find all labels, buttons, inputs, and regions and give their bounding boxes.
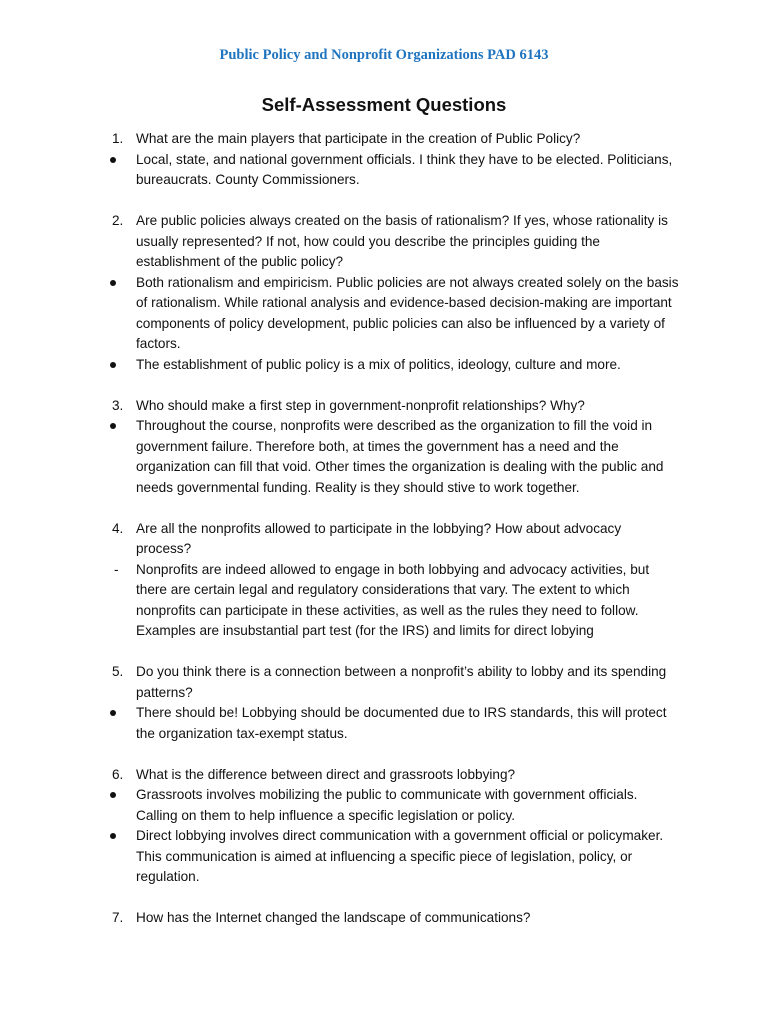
question-text: Are all the nonprofits allowed to participate in the lobbying? How about advocacy process? <box>136 520 622 556</box>
question-item <box>0 396 768 417</box>
blank-line <box>0 375 768 396</box>
bullet-icon <box>110 280 116 286</box>
answer-text: Direct lobbying involves direct communication with a government official or policymaker. This communication is aimed at influencing a specific piece of legislation, policy, or regulation. <box>136 828 664 884</box>
question-item <box>0 765 768 786</box>
blank-line <box>0 744 768 765</box>
answer-item <box>0 560 768 642</box>
course-header: Public Policy and Nonprofit Organizations PAD 6143 <box>219 47 549 63</box>
question-number: 1. <box>112 131 124 146</box>
question-item <box>0 129 768 150</box>
answer-text: Both rationalism and empiricism. Public policies are not always created solely on the basis of rationalism. While rational analysis and evidence-based decision-making are important components of policy development, public policies can also be influenced by a variety of factors. <box>136 274 679 351</box>
question-number: 3. <box>112 397 124 413</box>
question-number: 5. <box>112 664 124 679</box>
dash-marker: - <box>114 561 119 577</box>
answer-item <box>0 785 768 826</box>
answer-item <box>0 273 768 355</box>
answer-text: Nonprofits are indeed allowed to engage in both lobbying and advocacy activities, but there are certain legal and regulatory considerations that vary. The extent to which nonprofits can participate in these activities, as well as the rules they need to follow. Examples are insubstantial part test (for the IRS) and limits for direct lobying <box>136 561 650 638</box>
question-item <box>0 662 768 703</box>
blank-line <box>0 642 768 663</box>
question-number: 2. <box>112 213 124 228</box>
page-title: Self-Assessment Questions <box>261 94 507 115</box>
bullet-icon <box>110 710 116 716</box>
bullet-icon <box>110 792 116 798</box>
bullet-icon <box>110 833 116 839</box>
answer-text: There should be! Lobbying should be documented due to IRS standards, this will protect the organization tax-exempt status. <box>136 705 667 741</box>
bullet-icon <box>110 423 116 429</box>
question-text: Who should make a first step in government-nonprofit relationships? Why? <box>136 397 585 413</box>
question-text: What are the main players that participate in the creation of Public Policy? <box>136 131 581 146</box>
question-list <box>0 129 768 929</box>
blank-line <box>0 888 768 909</box>
question-text: Do you think there is a connection between a nonprofit’s ability to lobby and its spending patterns? <box>136 664 667 700</box>
answer-text: Local, state, and national government officials. I think they have to be elected. Politicians, bureaucrats. County Commissioners. <box>136 151 673 187</box>
answer-item <box>0 355 768 376</box>
question-item <box>0 519 768 560</box>
answer-item <box>0 703 768 744</box>
bullet-icon <box>110 362 116 368</box>
answer-item <box>0 416 768 498</box>
bullet-icon <box>110 157 116 163</box>
answer-item <box>0 150 768 191</box>
answer-text: Grassroots involves mobilizing the public to communicate with government officials. Calling on them to help influence a specific legislation or policy. <box>136 787 638 823</box>
answer-item <box>0 826 768 888</box>
question-item <box>0 211 768 273</box>
question-number: 6. <box>112 766 124 782</box>
question-number: 7. <box>112 910 124 925</box>
question-item <box>0 908 768 929</box>
blank-line <box>0 191 768 212</box>
answer-text: The establishment of public policy is a mix of politics, ideology, culture and more. <box>136 356 621 372</box>
question-text: What is the difference between direct and grassroots lobbying? <box>136 766 516 782</box>
blank-line <box>0 498 768 519</box>
question-text: How has the Internet changed the landscape of communications? <box>136 910 531 925</box>
question-text: Are public policies always created on the basis of rationalism? If yes, whose rationality is usually represented? If not, how could you describe the principles guiding the establishment of the public policy? <box>136 213 668 269</box>
answer-text: Throughout the course, nonprofits were described as the organization to fill the void in government failure. Therefore both, at times the government has a need and the organization can fill that void. Other times the organization is dealing with the public and needs governmental funding. Reality is they should stive to work together. <box>136 418 664 495</box>
question-number: 4. <box>112 520 124 536</box>
